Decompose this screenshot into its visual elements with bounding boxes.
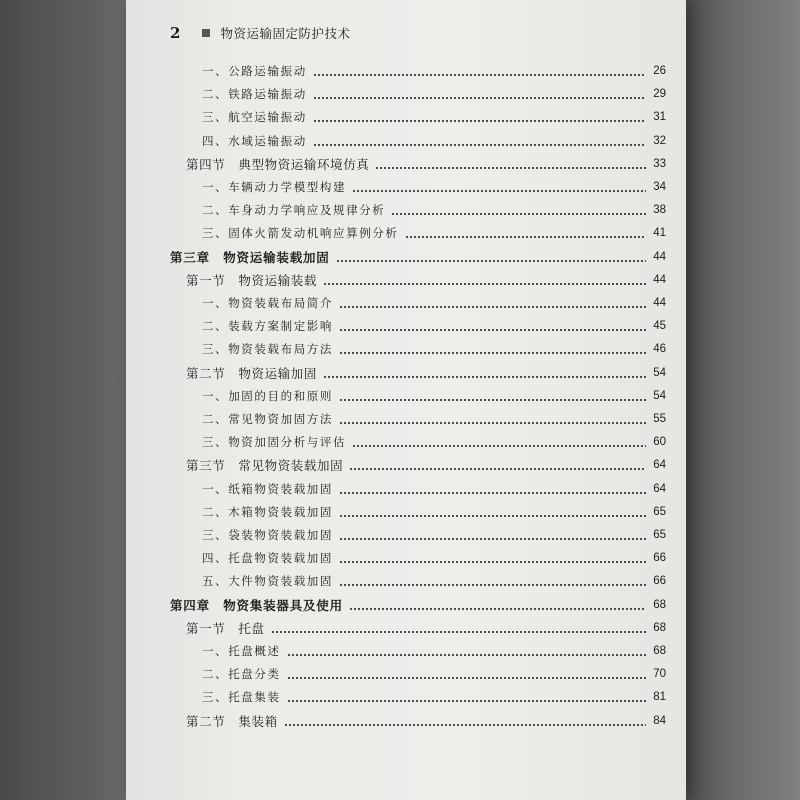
dot-leader [391, 205, 646, 215]
toc-entry-page: 26 [653, 65, 666, 77]
dot-leader [323, 275, 646, 285]
dot-leader [313, 89, 646, 99]
dot-leader [352, 437, 646, 447]
dot-leader [339, 414, 646, 424]
toc-entry-page: 32 [653, 134, 666, 147]
dot-leader [339, 576, 646, 586]
background-left [0, 0, 126, 800]
toc-entry-page: 34 [653, 181, 666, 193]
toc-entry-item [202, 315, 666, 337]
toc-entry-page: 70 [653, 668, 666, 681]
toc-entry-item [202, 83, 666, 105]
toc-entry-section [186, 454, 666, 476]
toc-entry-section [186, 153, 666, 175]
toc-entry-page: 65 [653, 529, 666, 541]
toc-entry-title: 一、加固的目的和原则 [202, 388, 333, 403]
toc-entry-page: 64 [653, 482, 666, 495]
toc-entry-item [202, 222, 666, 244]
dot-leader [287, 692, 646, 702]
dot-leader [287, 646, 646, 656]
dot-leader [339, 298, 646, 308]
dot-leader [375, 159, 646, 169]
toc-entry-title: 第一节 托盘 [186, 620, 265, 636]
toc-entry-title: 三、航空运输振动 [202, 110, 307, 125]
book-page [126, 0, 686, 800]
toc-entry-page: 68 [653, 645, 666, 657]
toc-entry-item [202, 686, 666, 708]
toc-entry-title: 四、水域运输振动 [202, 133, 307, 148]
toc-entry-title: 第四节 典型物资运输环境仿真 [186, 156, 370, 172]
toc-entry-page: 60 [653, 436, 666, 449]
toc-entry-page: 66 [653, 575, 666, 588]
toc-entry-item [202, 60, 666, 82]
toc-entry-title: 三、物资加固分析与评估 [202, 435, 347, 450]
toc-entry-title: 五、大件物资装载加固 [202, 574, 333, 589]
toc-entry-title: 三、袋装物资装载加固 [202, 528, 333, 542]
toc-entry-page: 44 [653, 250, 666, 263]
toc-entry-item [202, 524, 666, 546]
toc-entry-page: 54 [653, 389, 666, 402]
toc-entry-chapter [170, 594, 666, 616]
toc-entry-page: 66 [653, 552, 666, 565]
toc-entry-page: 45 [653, 320, 666, 333]
toc-entry-page: 38 [653, 204, 666, 217]
dot-leader [339, 344, 646, 354]
toc-entry-item [202, 130, 666, 152]
toc-entry-title: 第二节 物资运输加固 [186, 365, 318, 381]
toc-entry-title: 二、托盘分类 [202, 667, 281, 682]
dot-leader [339, 507, 646, 517]
dot-leader [349, 600, 646, 610]
toc-entry-page: 81 [653, 691, 666, 704]
toc-entry-title: 第三节 常见物资装载加固 [186, 458, 344, 474]
dot-leader [339, 391, 646, 401]
toc-entry-page: 41 [653, 227, 666, 240]
toc-entry-title: 二、装载方案制定影响 [202, 319, 333, 334]
dot-leader [323, 368, 646, 378]
toc-entry-item [202, 199, 666, 221]
toc-entry-item [202, 292, 666, 314]
toc-entry-title: 一、托盘概述 [202, 644, 281, 658]
toc-entry-page: 68 [653, 598, 666, 611]
dot-leader [313, 66, 646, 76]
toc-entry-page: 65 [653, 505, 666, 518]
dot-leader [336, 252, 646, 262]
toc-entry-page: 44 [653, 297, 666, 309]
toc-entry-section [186, 269, 666, 291]
dot-leader [271, 623, 646, 633]
toc-entry-title: 第一节 物资运输装载 [186, 272, 318, 288]
toc-entry-title: 二、常见物资加固方法 [202, 412, 333, 426]
toc-entry-page: 55 [653, 413, 666, 425]
dot-leader [339, 530, 646, 540]
toc-entry-section [186, 362, 666, 384]
toc-entry-title: 四、托盘物资装载加固 [202, 551, 333, 566]
toc-entry-item [202, 431, 666, 453]
toc-entry-title: 第四章 物资集装器具及使用 [170, 597, 343, 613]
toc-entry-page: 68 [653, 621, 666, 634]
toc-entry-section [186, 710, 666, 732]
toc-entry-item [202, 663, 666, 685]
toc-entry-item [202, 501, 666, 523]
background-right [686, 0, 800, 800]
toc-entry-title: 一、公路运输振动 [202, 64, 307, 78]
header-book-title: 物资运输固定防护技术 [220, 26, 351, 41]
toc-entry-item [202, 478, 666, 500]
toc-entry-page: 31 [653, 111, 666, 124]
toc-entry-item [202, 547, 666, 569]
toc-entry-title: 三、托盘集装 [202, 690, 281, 705]
toc-entry-item [202, 408, 666, 430]
dot-leader [339, 553, 646, 563]
toc-entry-title: 二、铁路运输振动 [202, 87, 307, 102]
toc-entry-page: 33 [653, 157, 666, 170]
table-of-contents [126, 0, 686, 800]
dot-leader [349, 460, 646, 470]
toc-entry-chapter [170, 246, 666, 268]
dot-leader [339, 484, 646, 494]
dot-leader [313, 136, 646, 146]
toc-entry-title: 三、物资装载布局方法 [202, 342, 333, 357]
toc-entry-title: 三、固体火箭发动机响应算例分析 [202, 226, 399, 241]
toc-entry-title: 二、车身动力学响应及规律分析 [202, 203, 386, 218]
toc-entry-page: 54 [653, 366, 666, 379]
toc-entry-title: 第三章 物资运输装载加固 [170, 249, 330, 265]
dot-leader [405, 228, 647, 238]
toc-entry-title: 一、车辆动力学模型构建 [202, 180, 347, 194]
toc-entry-item [202, 385, 666, 407]
toc-entry-page: 46 [653, 343, 666, 356]
toc-entry-item [202, 570, 666, 592]
toc-entry-page: 44 [653, 273, 666, 286]
dot-leader [284, 716, 646, 726]
dot-leader [287, 669, 646, 679]
toc-entry-title: 二、木箱物资装载加固 [202, 504, 333, 519]
toc-entry-item [202, 106, 666, 128]
toc-entry-page: 64 [653, 459, 666, 472]
toc-entry-page: 84 [653, 714, 666, 727]
toc-entry-item [202, 176, 666, 198]
dot-leader [352, 182, 646, 192]
toc-entry-title: 一、纸箱物资装载加固 [202, 481, 333, 496]
toc-entry-title: 第二节 集装箱 [186, 713, 278, 729]
toc-entry-item [202, 640, 666, 662]
dot-leader [313, 112, 646, 122]
toc-entry-title: 一、物资装载布局简介 [202, 296, 333, 310]
header-page-number: 2 [170, 24, 181, 42]
toc-entry-page: 29 [653, 88, 666, 101]
toc-entry-item [202, 338, 666, 360]
toc-entry-section [186, 617, 666, 639]
dot-leader [339, 321, 646, 331]
